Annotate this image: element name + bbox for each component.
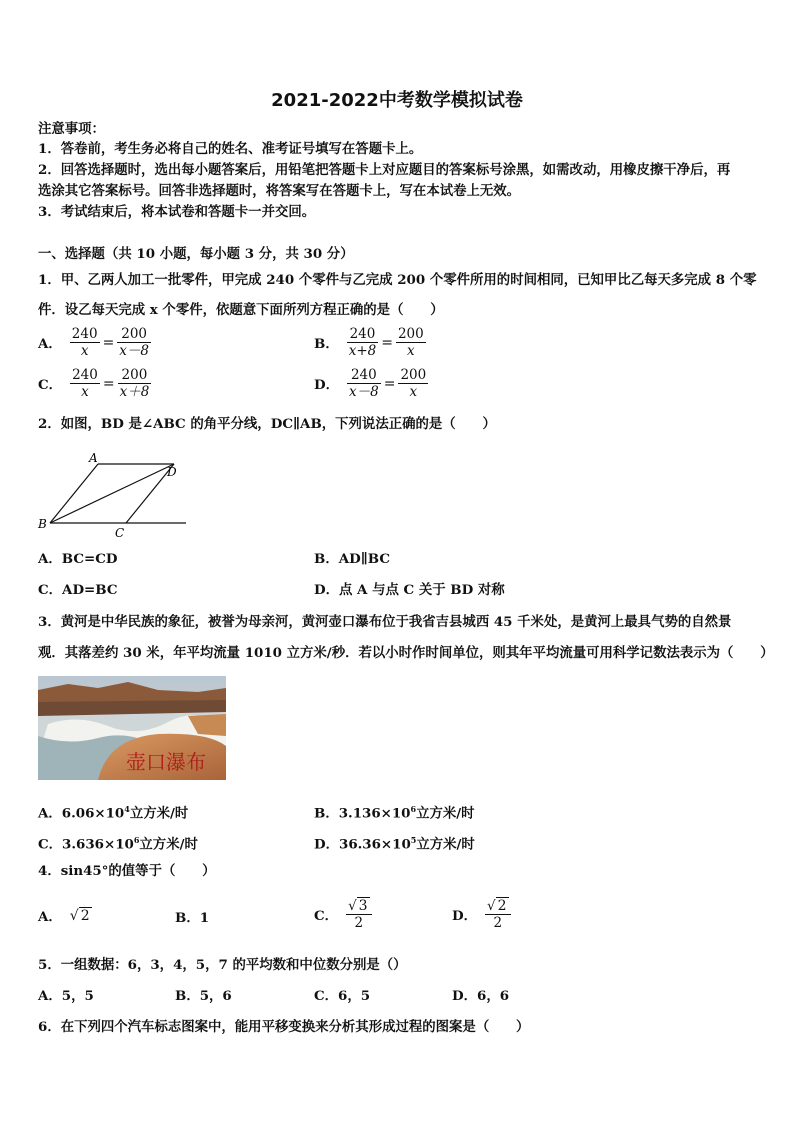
fraction: $\frac{200}{x}$: [400, 367, 427, 400]
notice-heading: 注意事项：: [38, 121, 105, 137]
point-label-d: D: [167, 465, 177, 479]
fraction: $\frac{200}{x}$: [397, 326, 424, 359]
fraction: $\frac{240}{x-8}$: [349, 367, 379, 400]
q4-option-b[interactable]: B．1: [175, 910, 210, 926]
q4-option-d[interactable]: D． $\frac{√ 2}{2}$: [452, 898, 511, 931]
q4-option-c[interactable]: C． $\frac{√ 3}{2}$: [314, 898, 372, 931]
point-label-a: A: [89, 451, 98, 465]
q3-option-a[interactable]: A．$6.06\times 10^4$立方米/时: [38, 804, 189, 822]
fraction: $\frac{240}{x+8}$: [348, 326, 377, 359]
q1-option-a[interactable]: A． $\frac{240}{x}$ = $\frac{200}{x-8}$: [38, 326, 149, 359]
question-1-line: 1．甲、乙两人加工一批零件，甲完成 240 个零件与乙完成 200 个零件所用的时间相同，已知甲比乙每天多完成 8 个零: [38, 272, 757, 288]
waterfall-photo: [38, 676, 226, 780]
fraction: $\frac{200}{x+8}$: [119, 367, 150, 400]
question-5-stem: 5．一组数据：6，3，4，5，7 的平均数和中位数分别是（）: [38, 957, 407, 973]
q5-option-b[interactable]: B．5，6: [175, 988, 232, 1004]
fraction: $\frac{240}{x}$: [72, 367, 98, 400]
q1-option-c[interactable]: C． $\frac{240}{x}$ = $\frac{200}{x+8}$: [38, 367, 150, 400]
point-label-c: C: [115, 526, 125, 540]
q2-option-d[interactable]: D．点 A 与点 C 关于 BD 对称: [314, 582, 505, 598]
page-title: 2021-2022中考数学模拟试卷: [271, 90, 523, 111]
option-label: A．: [38, 336, 62, 352]
question-2-stem: 2．如图，BD 是∠ABC 的角平分线，DC∥AB，下列说法正确的是（ ）: [38, 416, 496, 432]
q5-option-a[interactable]: A．5，5: [38, 988, 94, 1004]
fraction: $\frac{240}{x}$: [71, 326, 98, 359]
square-root: √ 2: [69, 907, 90, 924]
q4-option-a[interactable]: A． √ 2: [38, 907, 90, 925]
q2-option-a[interactable]: A．BC=CD: [38, 551, 118, 567]
question-6-stem: 6．在下列四个汽车标志图案中，能用平移变换来分析其形成过程的图案是（ ）: [38, 1019, 530, 1035]
point-label-b: B: [38, 517, 47, 531]
option-label: D．: [314, 377, 340, 393]
fraction: $\frac{√ 3}{2}$: [346, 898, 372, 931]
q3-option-d[interactable]: D．$36.36\times 10^5$立方米/时: [314, 835, 475, 853]
option-label: C．: [38, 377, 63, 393]
q3-option-c[interactable]: C．$3.636\times 10^6$立方米/时: [38, 835, 198, 853]
fraction: $\frac{200}{x-8}$: [119, 326, 149, 359]
notice-item: 2．回答选择题时，选出每小题答案后，用铅笔把答题卡上对应题目的答案标号涂黑，如需改动，用橡皮擦干净后，再: [38, 162, 731, 178]
question-3-line: 观．其落差约 30 米，年平均流量 1010 立方米/秒．若以小时作时间单位，则其年平均流量可用科学记数法表示为（ ）: [38, 645, 774, 661]
question-4-stem: 4．sin45°的值等于（ ）: [38, 863, 216, 879]
q3-option-b[interactable]: B．$3.136\times 10^6$立方米/时: [314, 804, 475, 822]
q1-option-b[interactable]: B． $\frac{240}{x+8}$ = $\frac{200}{x}$: [314, 326, 424, 359]
section-heading: 一、选择题（共 10 小题，每小题 3 分，共 30 分）: [38, 246, 354, 262]
q2-option-c[interactable]: C．AD=BC: [38, 582, 118, 598]
q5-option-d[interactable]: D．6，6: [452, 988, 510, 1004]
question-3-line: 3．黄河是中华民族的象征，被誉为母亲河，黄河壶口瀑布位于我省吉县城西 45 千米处，是黄河上最具气势的自然景: [38, 614, 732, 630]
notice-item: 选涂其它答案标号。回答非选择题时，将答案写在答题卡上，写在本试卷上无效。: [38, 183, 521, 199]
option-label: B．: [314, 336, 339, 352]
geometry-figure: [36, 446, 190, 540]
question-1-line: 件．设乙每天完成 x 个零件，依题意下面所列方程正确的是（ ）: [38, 302, 444, 318]
fraction: $\frac{√ 2}{2}$: [485, 898, 511, 931]
notice-item: 3．考试结束后，将本试卷和答题卡一并交回。: [38, 204, 316, 220]
q1-option-d[interactable]: D． $\frac{240}{x-8}$ = $\frac{200}{x}$: [314, 367, 427, 400]
q5-option-c[interactable]: C．6，5: [314, 988, 371, 1004]
notice-item: 1．答卷前，考生务必将自己的姓名、准考证号填写在答题卡上。: [38, 141, 423, 157]
photo-caption: 壶口瀑布: [126, 750, 206, 774]
q2-option-b[interactable]: B．AD∥BC: [314, 551, 391, 567]
